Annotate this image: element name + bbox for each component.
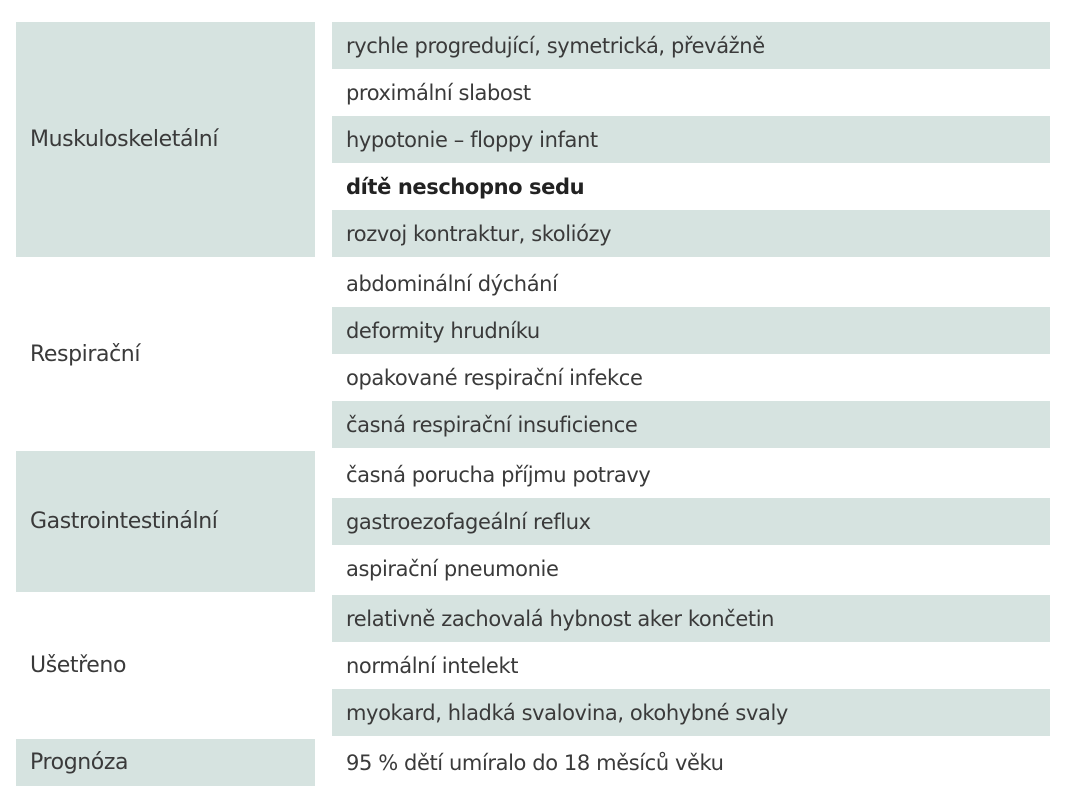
table-row: časná respirační insuficience	[332, 401, 1050, 448]
table-group-respiratory	[16, 260, 1050, 451]
table-group-musculoskeletal	[16, 22, 1050, 260]
table-row: gastroezofageální reflux	[332, 498, 1050, 545]
table-row: relativně zachovalá hybnost aker končetin	[332, 595, 1050, 642]
table-group-gastrointestinal	[16, 451, 1050, 595]
table-row: rychle progredující, symetrická, převážně	[332, 22, 1050, 69]
items-column	[332, 260, 1050, 448]
category-cell: Respirační	[30, 341, 141, 367]
column-gap	[315, 595, 332, 736]
column-gap	[315, 260, 332, 448]
column-gap	[315, 739, 332, 786]
table-row: proximální slabost	[346, 80, 531, 105]
table-row: abdominální dýchání	[346, 271, 558, 296]
table-row: myokard, hladká svalovina, okohybné svaly	[332, 689, 1050, 736]
table-row: rozvoj kontraktur, skoliózy	[332, 210, 1050, 257]
table-row-emphasized: dítě neschopno sedu	[346, 174, 585, 199]
category-cell: Ušetřeno	[30, 653, 127, 678]
category-cell: Gastrointestinální	[16, 451, 315, 592]
items-column	[332, 739, 1050, 786]
category-cell: Muskuloskeletální	[16, 22, 315, 257]
category-cell: Prognóza	[16, 739, 315, 786]
symptom-table	[16, 22, 1050, 786]
table-row: 95 % dětí umíralo do 18 měsíců věku	[346, 750, 724, 775]
table-row: hypotonie – floppy infant	[332, 116, 1050, 163]
table-row: deformity hrudníku	[332, 307, 1050, 354]
table-group-spared	[16, 595, 1050, 739]
column-gap	[315, 22, 332, 257]
table-row: aspirační pneumonie	[346, 556, 559, 581]
column-gap	[315, 451, 332, 592]
items-column	[332, 595, 1050, 736]
table-group-prognosis	[16, 739, 1050, 786]
table-row: opakované respirační infekce	[346, 365, 643, 390]
items-column	[332, 22, 1050, 257]
table-row: normální intelekt	[346, 653, 519, 678]
table-row: časná porucha příjmu potravy	[346, 462, 651, 487]
items-column	[332, 451, 1050, 592]
